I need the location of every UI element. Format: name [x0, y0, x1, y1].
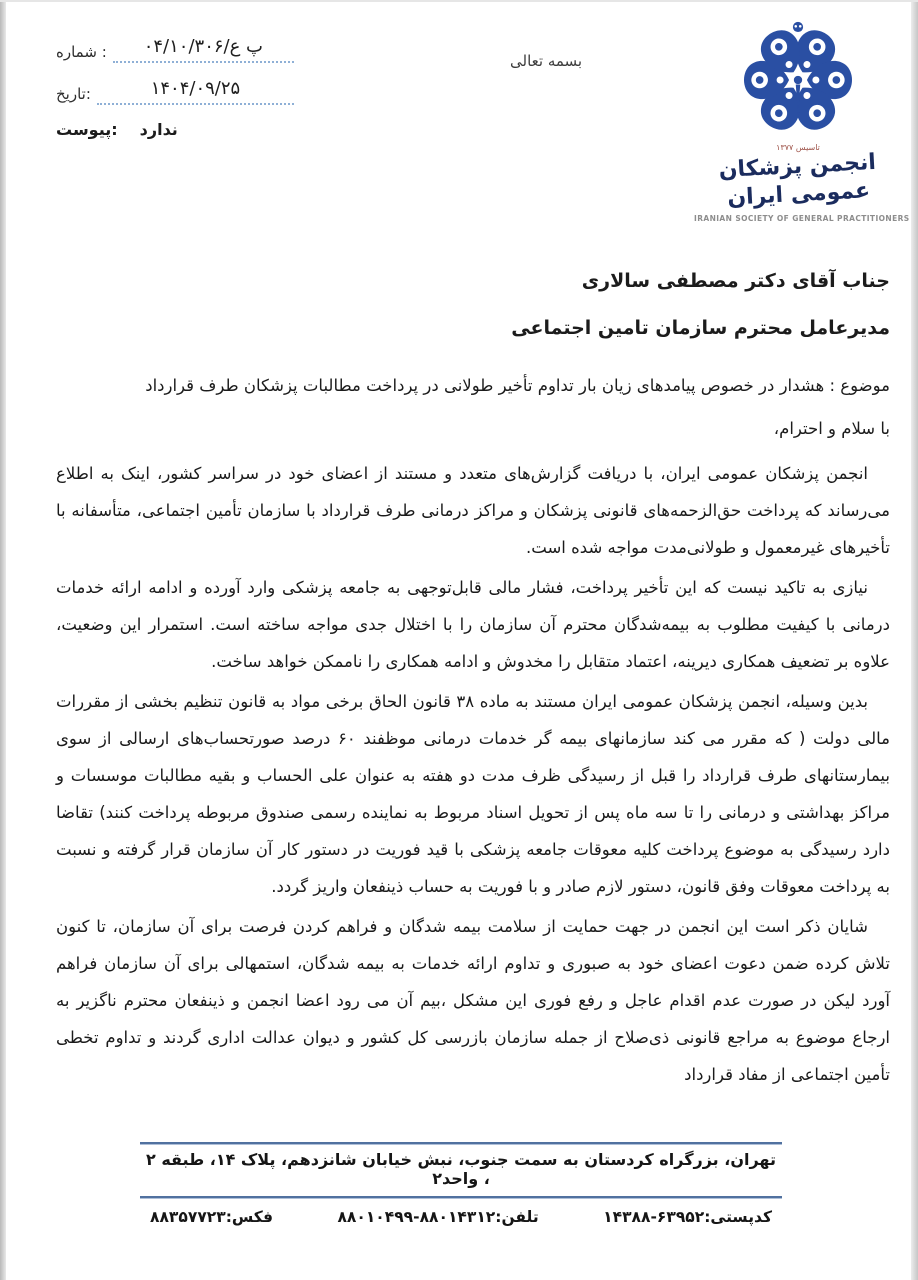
salutation-line: با سلام و احترام، — [773, 419, 890, 438]
letter-body — [56, 455, 890, 1096]
attachment-label: پیوست: — [56, 120, 118, 139]
scan-edge-top — [0, 0, 918, 2]
paragraph-4: شایان ذکر است این انجمن در جهت حمایت از سلامت بیمه شدگان و فراهم کردن فرصت برای آن سازمان، تا کنون تلاش کرده ضمن دعوت اعضای خود به صبوری و تداوم ارائه خدمات به بیمه شدگان، استمهالی برای آن سازمان فراهم آورد لیکن در صورت عدم اقدام عاجل و رفع فوری این مشکل ،بیم آن می رود اعضا انجمن و ذینفعان محترم ناگزیر به ارجاع موضوع به مراجع قانونی ذی‌صلاح از جمله سازمان بازرسی کل کشور و دیوان عدالت اداری گردند و تداوم تخطی تأمین اجتماعی از مفاد قرارداد — [56, 917, 890, 1084]
letterhead-meta — [56, 34, 294, 139]
letter-number-value: ۰۴/۱۰/۳۰۶/پ ع — [113, 34, 294, 63]
phone-numbers: تلفن:۸۸۰۱۴۳۱۲-۸۸۰۱۰۴۹۹ — [337, 1208, 539, 1226]
letterhead-footer — [140, 1142, 782, 1226]
logo-name-english: IRANIAN SOCIETY OF GENERAL PRACTITIONERS — [694, 214, 910, 223]
scan-edge-left — [0, 0, 6, 1280]
logo-name-farsi: انجمن پزشکان عمومی ایران — [718, 149, 877, 211]
society-logo — [694, 18, 910, 223]
scan-edge-right — [911, 0, 918, 1280]
attachment-value: ندارد — [139, 120, 178, 139]
footer-address: تهران، بزرگراه کردستان به سمت جنوب، نبش خیابان شانزدهم، پلاک ۱۴، طبقه ۲ ، واحد۲ — [146, 1150, 776, 1188]
letter-date-label: تاریخ: — [56, 85, 91, 103]
postal-code: کدپستی:۶۳۹۵۲-۱۴۳۸۸ — [603, 1208, 772, 1226]
letter-number-label: شماره : — [56, 43, 107, 61]
isgp-emblem-icon — [734, 18, 862, 142]
logo-established-text: تاسیس ۱۳۷۷ — [776, 143, 820, 152]
paragraph-3: بدین وسیله، انجمن پزشکان عمومی ایران مستند به ماده ۳۸ قانون الحاق برخی مواد به قانون تنظیم بخشی از مقررات مالی دولت ( که مقرر می کند سازمانهای بیمه گر خدمات درمانی موظفند ۶۰ درصد صورتحساب‌های ارسالی از سوی بیمارستانهای طرف قرارداد را قبل از رسیدگی ظرف مدت دو هفته به عنوان علی الحساب و بقیه مطالبات موسسات و مراکز بهداشتی و درمانی را تا سه ماه پس از تحویل اسناد مربوط به نماینده رسمی صندوق مربوطه پرداخت کنند) تقاضا دارد رسیدگی به موضوع پرداخت کلیه معوقات جامعه پزشکی با قید فوریت در دستور کار آن سازمان قرار گرفته و نسبت به پرداخت معوقات وفق قانون، دستور لازم صادر و با فوریت به حساب ذینفعان واریز گردد. — [56, 692, 890, 896]
footer-contacts — [140, 1198, 782, 1226]
letter-attachment-row — [56, 120, 294, 139]
letter-date-value: ۱۴۰۴/۰۹/۲۵ — [97, 76, 294, 105]
recipient-name: جناب آقای دکتر مصطفی سالاری — [581, 270, 890, 292]
recipient-block — [511, 258, 890, 352]
besmele-text: بسمه تعالی — [510, 52, 583, 70]
letter-number-row — [56, 34, 294, 63]
paragraph-2: نیازی به تاکید نیست که این تأخیر پرداخت، فشار مالی قابل‌توجهی به جامعه پزشکی وارد آورده و ادامه ارائه خدمات درمانی با کیفیت مطلوب به بیمه‌شدگان محترم آن سازمان را با اختلال جدی مواجه ساخته است. استمرار این وضعیت، علاوه بر تضعیف همکاری دیرینه، اعتماد متقابل را مخدوش و ادامه همکاری را ناممکن خواهد ساخت. — [56, 578, 890, 671]
subject-line: موضوع : هشدار در خصوص پیامدهای زیان بار تداوم تأخیر طولانی در پرداخت مطالبات پزشکان طرف قرارداد — [145, 376, 890, 395]
fax-number: فکس:۸۸۳۵۷۷۲۳ — [150, 1208, 273, 1226]
recipient-title: مدیرعامل محترم سازمان تامین اجتماعی — [511, 317, 890, 339]
paragraph-1: انجمن پزشکان عمومی ایران، با دریافت گزارش‌های متعدد و مستند از اعضای خود در سراسر کشور، اینک به اطلاع می‌رساند که پرداخت حق‌الزحمه‌های قانونی پزشکان و مراکز درمانی طرف قرارداد با سازمان تأمین اجتماعی، متأسفانه با تأخیرهای غیرمعمول و طولانی‌مدت مواجه شده است. — [56, 464, 890, 557]
letter-date-row — [56, 76, 294, 105]
